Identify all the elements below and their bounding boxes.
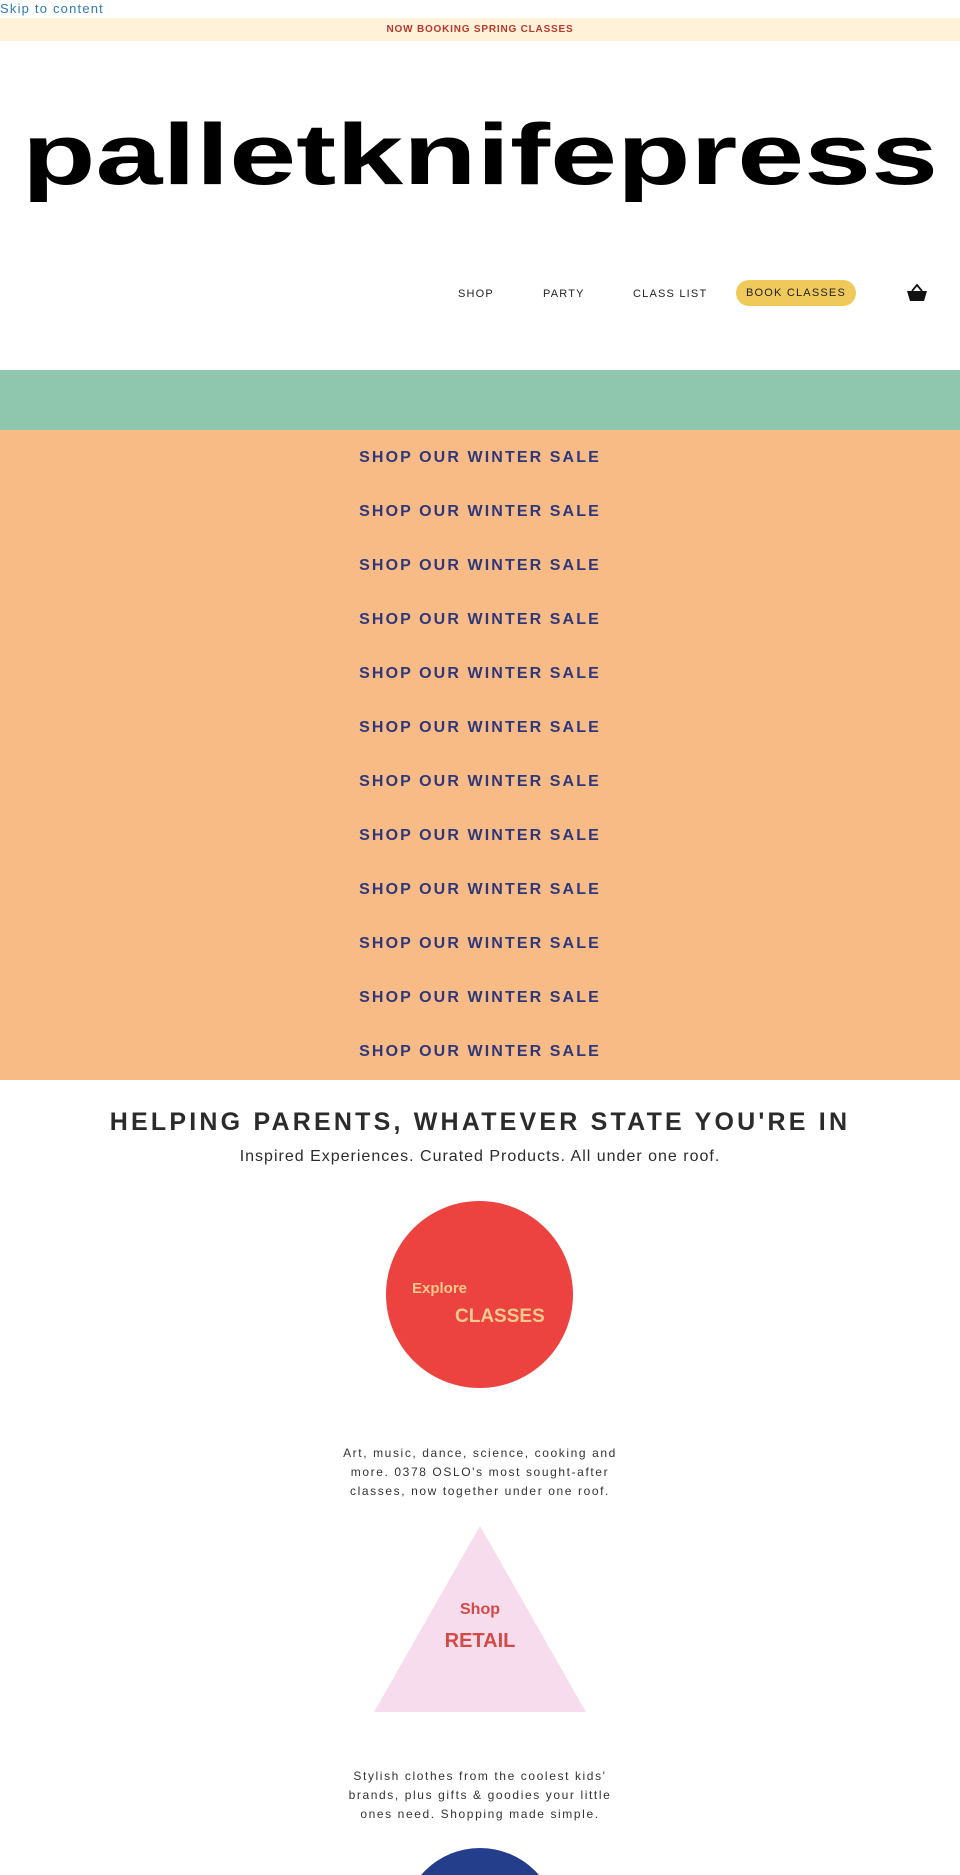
sale-link[interactable]: SHOP OUR WINTER SALE (359, 1043, 601, 1060)
announcement-text: NOW BOOKING SPRING CLASSES (386, 24, 574, 35)
sale-link[interactable]: SHOP OUR WINTER SALE (359, 449, 601, 466)
skip-to-content-link[interactable]: Skip to content (0, 1, 104, 16)
retail-description: Stylish clothes from the coolest kids' brands, plus gifts & goodies your little ones need. Shopping made simple. (348, 1769, 612, 1821)
explore-label: Explore (412, 1280, 468, 1297)
sale-link[interactable]: SHOP OUR WINTER SALE (359, 503, 601, 520)
sale-link[interactable]: SHOP OUR WINTER SALE (359, 989, 601, 1006)
basket-icon[interactable] (906, 283, 928, 303)
logo-text: palletknifepress (22, 118, 938, 202)
announcement-bar (0, 18, 960, 41)
triangle-shape (374, 1526, 586, 1712)
next-section-circle[interactable] (402, 1848, 558, 1875)
sale-link[interactable]: SHOP OUR WINTER SALE (359, 665, 601, 682)
color-band (0, 370, 960, 430)
nav-item-party[interactable]: PARTY (543, 288, 585, 300)
shop-retail-link[interactable] (374, 1526, 586, 1712)
sale-link[interactable]: SHOP OUR WINTER SALE (359, 719, 601, 736)
page-headline: HELPING PARENTS, WHATEVER STATE YOU'RE IN (109, 1108, 851, 1136)
winter-sale-section (0, 430, 960, 1080)
sale-link[interactable]: SHOP OUR WINTER SALE (359, 773, 601, 790)
classes-label: CLASSES (455, 1306, 545, 1327)
classes-description: Art, music, dance, science, cooking and more. 0378 OSLO's most sought-after classes, now together under one roof. (343, 1446, 617, 1498)
sale-link[interactable]: SHOP OUR WINTER SALE (359, 827, 601, 844)
book-classes-button[interactable]: BOOK CLASSES (736, 280, 856, 306)
page-subheadline: Inspired Experiences. Curated Products. All under one roof. (239, 1148, 721, 1165)
sale-link[interactable]: SHOP OUR WINTER SALE (359, 611, 601, 628)
explore-classes-link[interactable] (386, 1201, 573, 1388)
main-nav (0, 280, 960, 308)
nav-item-shop[interactable]: SHOP (458, 288, 494, 300)
sale-link[interactable]: SHOP OUR WINTER SALE (359, 557, 601, 574)
retail-label: RETAIL (444, 1630, 516, 1652)
site-logo[interactable] (20, 118, 940, 202)
sale-link[interactable]: SHOP OUR WINTER SALE (359, 935, 601, 952)
nav-item-class-list[interactable]: CLASS LIST (633, 288, 708, 300)
sale-link[interactable]: SHOP OUR WINTER SALE (359, 881, 601, 898)
shop-label: Shop (460, 1601, 500, 1618)
